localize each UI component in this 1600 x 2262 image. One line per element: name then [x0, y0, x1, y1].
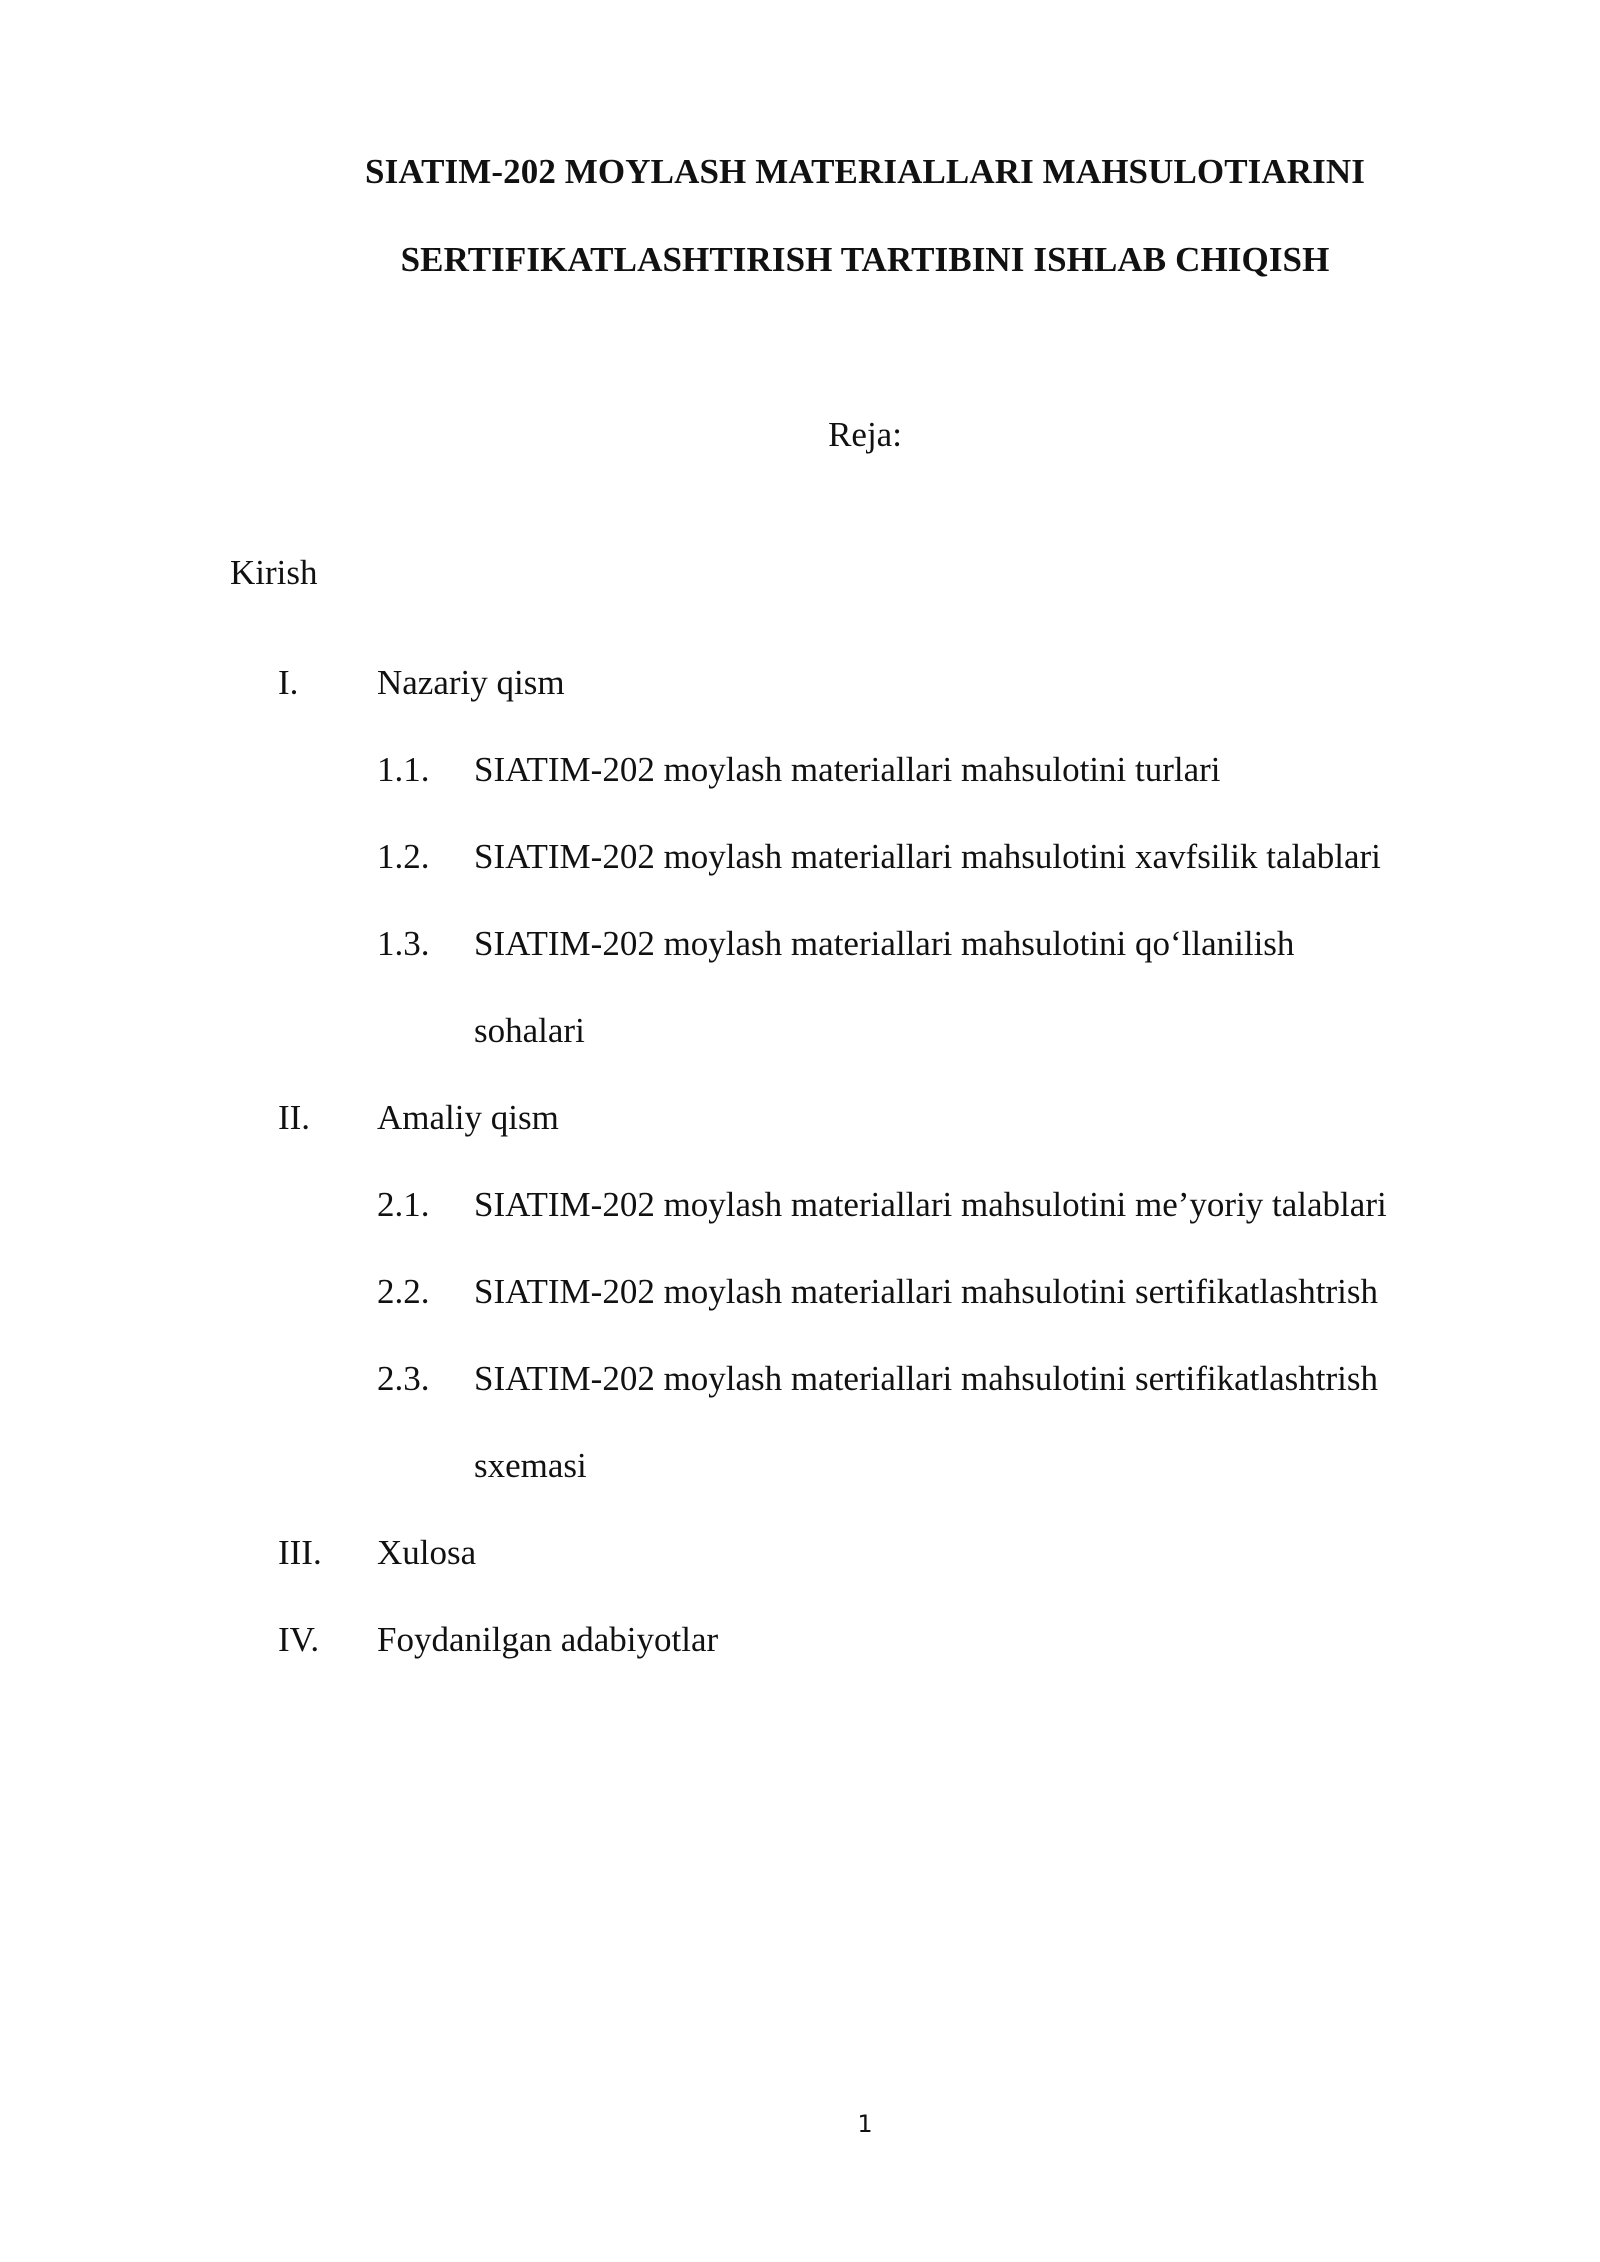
toc-section-number: IV.: [278, 1620, 320, 1659]
toc-item-number: 1.2.: [377, 837, 430, 876]
plan-heading: Reja:: [828, 415, 902, 454]
toc-section-label: Amaliy qism: [377, 1098, 559, 1137]
toc-section-label: Nazariy qism: [377, 663, 565, 702]
toc-item-number: 2.2.: [377, 1272, 430, 1311]
page-number: 1: [857, 2110, 873, 2138]
toc-item-number: 1.3.: [377, 924, 430, 963]
toc-section-number: I.: [278, 663, 299, 702]
toc-item-number: 2.3.: [377, 1359, 430, 1398]
toc-item-text: SIATIM-202 moylash materiallari mahsulotini sertifikatlashtrish: [474, 1359, 1379, 1398]
toc-item-number: 2.1.: [377, 1185, 430, 1224]
toc-section-label: Foydanilgan adabiyotlar: [377, 1620, 719, 1659]
toc-item-text: SIATIM-202 moylash materiallari mahsulotini turlari: [474, 750, 1221, 789]
toc-item-number: 1.1.: [377, 750, 430, 789]
toc-item-text: SIATIM-202 moylash materiallari mahsulotini qo‘llanilish: [474, 924, 1295, 963]
toc-section-number: III.: [278, 1533, 322, 1572]
document-title-line-1: SIATIM-202 MOYLASH MATERIALLARI MAHSULOTIARINI: [365, 152, 1365, 191]
toc-item-continuation: sxemasi: [474, 1446, 587, 1485]
document-title-line-2: SERTIFIKATLASHTIRISH TARTIBINI ISHLAB CHIQISH: [400, 240, 1330, 279]
toc-item-text: SIATIM-202 moylash materiallari mahsulotini xavfsilik talablari: [474, 837, 1381, 876]
toc-item-text: SIATIM-202 moylash materiallari mahsulotini me’yoriy talablari: [474, 1185, 1387, 1224]
toc-section-label: Xulosa: [377, 1533, 477, 1572]
toc-intro: Kirish: [230, 553, 318, 592]
toc-item-continuation: sohalari: [474, 1011, 585, 1050]
toc-item-text: SIATIM-202 moylash materiallari mahsulotini sertifikatlashtrish: [474, 1272, 1379, 1311]
toc-section-number: II.: [278, 1098, 311, 1137]
